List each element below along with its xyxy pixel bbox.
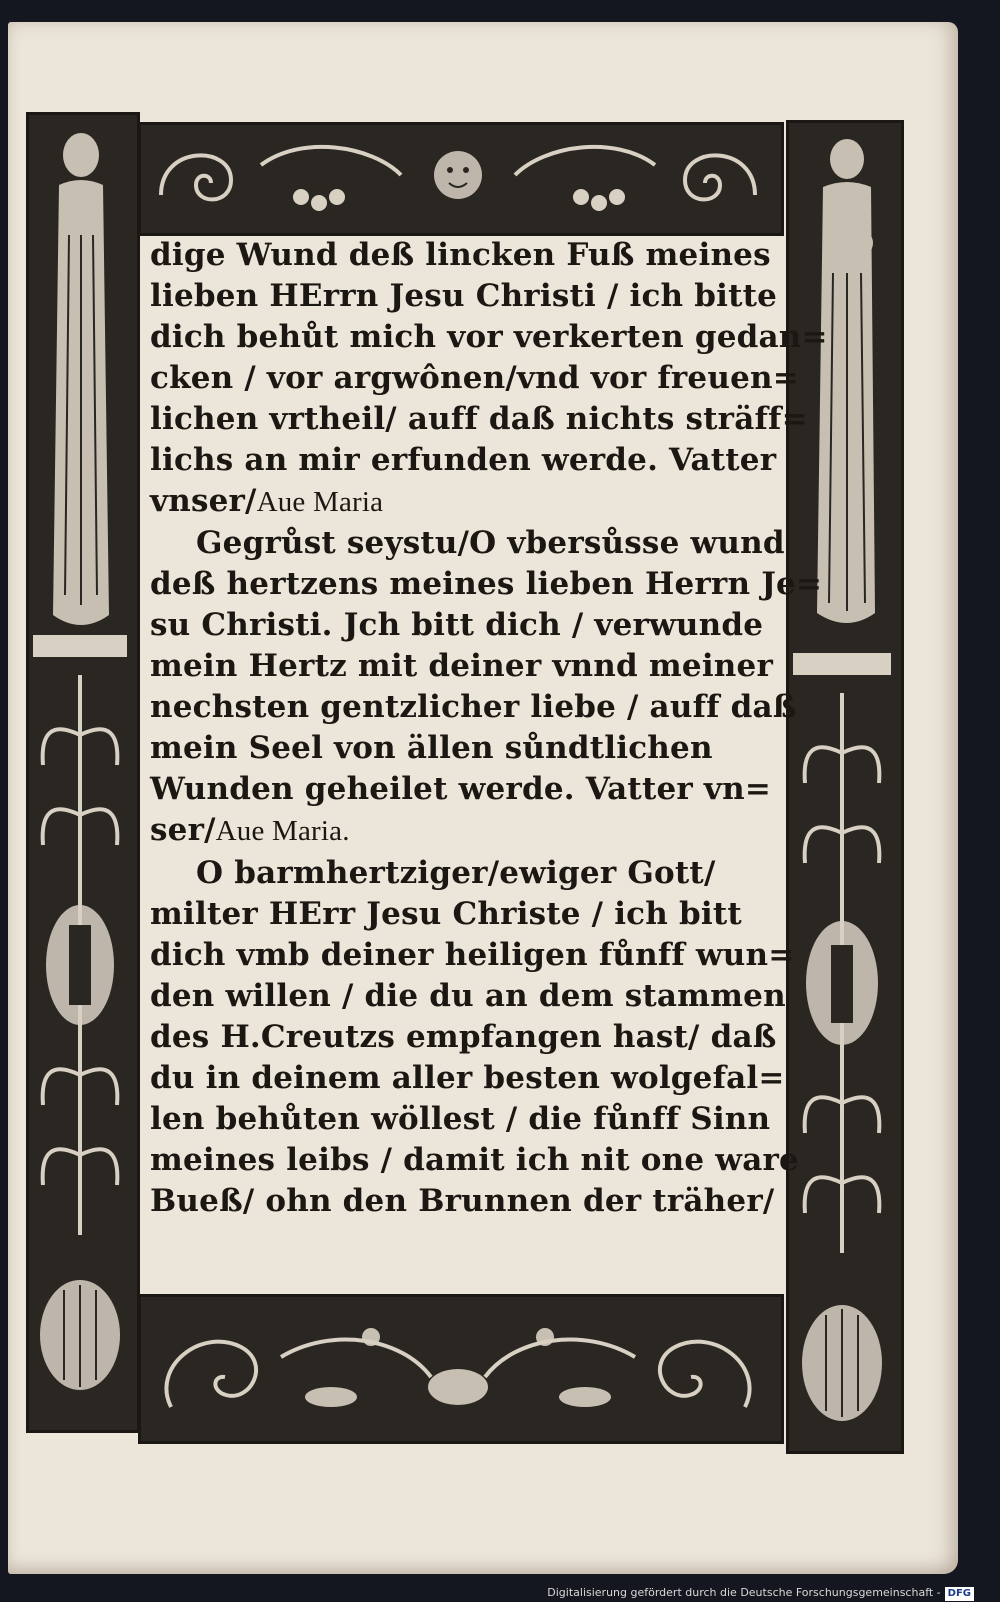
ave-maria-label: Aue Maria [256, 486, 384, 518]
dfg-logo: DFG [945, 1587, 974, 1601]
credit-text: Digitalisierung gefördert durch die Deutsche Forschungsgemeinschaft - [547, 1586, 941, 1599]
woodcut-border-left [26, 112, 140, 1433]
paragraph-start: Gegrůst seystu/O vbersůsse wund [196, 525, 785, 561]
text-line: len behůten wöllest / die fůnff Sinn [150, 1101, 771, 1137]
text-line: lichen vrtheil/ auff daß nichts sträff= [150, 401, 808, 437]
text-fragment: ser/ [150, 812, 216, 848]
text-line: Wunden geheilet werde. Vatter vn= [150, 771, 772, 807]
text-line: meines leibs / damit ich nit one ware [150, 1142, 799, 1178]
text-line: lichs an mir erfunden werde. Vatter [150, 442, 777, 478]
woodcut-border-bottom [138, 1294, 784, 1444]
text-line: deß hertzens meines lieben Herrn Je= [150, 566, 823, 602]
text-line: mein Hertz mit deiner vnnd meiner [150, 648, 773, 684]
text-line: des H.Creutzs empfangen hast/ daß [150, 1019, 777, 1055]
text-line: lieben HErrn Jesu Christi / ich bitte [150, 278, 778, 314]
text-line: cken / vor argwônen/vnd vor freuen= [150, 360, 799, 396]
paragraph-start: O barmhertziger/ewiger Gott/ [196, 855, 716, 891]
text-fragment: vnser/ [150, 483, 257, 519]
text-line [150, 811, 350, 850]
digitization-credit [547, 1584, 974, 1602]
text-line [150, 482, 383, 521]
text-line: du in deinem aller besten wolgefal= [150, 1060, 785, 1096]
text-line: dich behůt mich vor verkerten gedan= [150, 319, 828, 355]
text-line: milter HErr Jesu Christe / ich bitt [150, 896, 742, 932]
text-line: Bueß/ ohn den Brunnen der träher/ [150, 1183, 775, 1219]
text-line: dige Wund deß lincken Fuß meines [150, 237, 771, 273]
text-line: dich vmb deiner heiligen fůnff wun= [150, 937, 795, 973]
text-line: den willen / die du an dem stammen [150, 978, 786, 1014]
book-page [8, 22, 958, 1574]
ave-maria-label: Aue Maria. [215, 815, 350, 847]
woodcut-border-top [138, 122, 784, 236]
text-line: mein Seel von ällen sůndtlichen [150, 730, 713, 766]
text-line: su Christi. Jch bitt dich / verwunde [150, 607, 764, 643]
text-line: nechsten gentzlicher liebe / auff daß [150, 689, 797, 725]
